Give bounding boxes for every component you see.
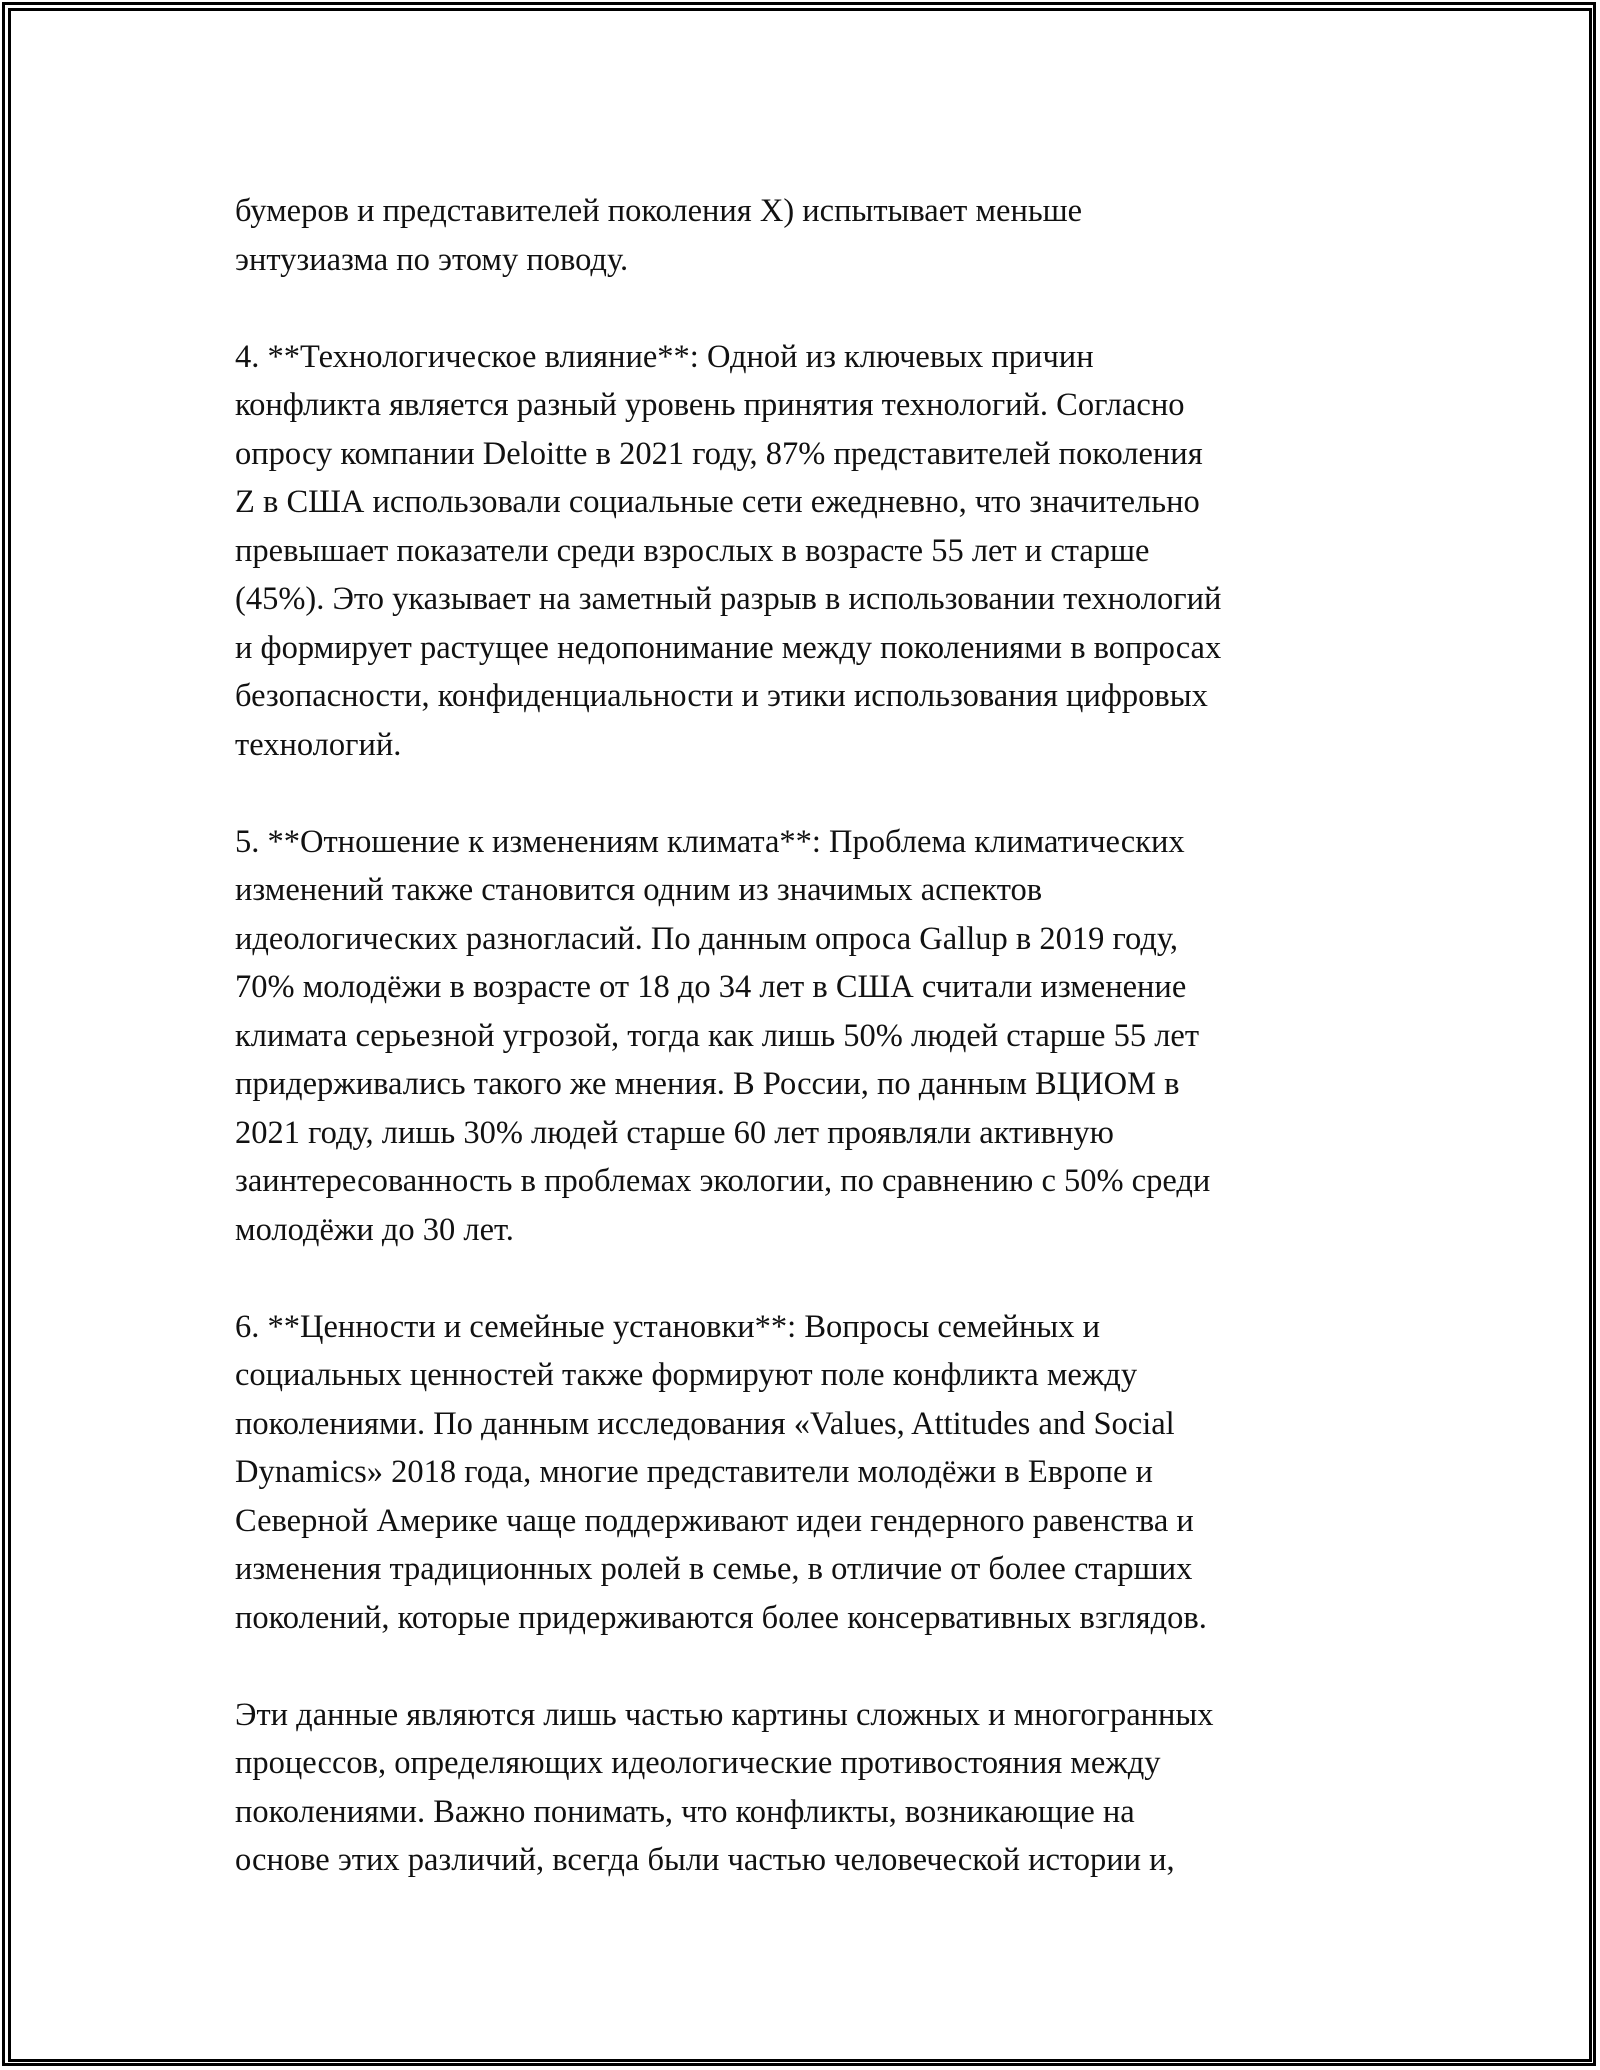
text-line: заинтересованность в проблемах экологии, по сравнению с 50% среди [235,1163,1211,1199]
text-line: технологий. [235,726,402,763]
text-line: Эти данные являются лишь частью картины сложных и многогранных [235,1696,1214,1733]
text-line: основе этих различий, всегда были частью человеческой истории и, [235,1842,1175,1878]
text-line: климата серьезной угрозой, тогда как лишь 50% людей старше 55 лет [235,1017,1200,1054]
text-line: поколениями. Важно понимать, что конфликты, возникающие на [235,1793,1135,1830]
text-line: 5. **Отношение к изменениям климата**: Проблема климатических [235,823,1185,860]
text-line: поколениями. По данным исследования «Values, Attitudes and Social [235,1405,1175,1442]
text-line: молодёжи до 30 лет. [235,1211,514,1248]
paragraph [235,1691,1375,1885]
text-line: придерживались такого же мнения. В России, по данным ВЦИОМ в [235,1066,1180,1102]
paragraph [235,1303,1375,1643]
text-line: поколений, которые придерживаются более консервативных взглядов. [235,1599,1207,1636]
text-line: опросу компании Deloitte в 2021 году, 87% представителей поколения [235,435,1203,472]
text-line: изменения традиционных ролей в семье, в отличие от более старших [235,1551,1193,1587]
text-line: изменений также становится одним из значимых аспектов [235,872,1043,908]
text-line: 4. **Технологическое влияние**: Одной из ключевых причин [235,338,1094,375]
text-line: (45%). Это указывает на заметный разрыв в использовании технологий [235,581,1222,617]
text-line: 2021 году, лишь 30% людей старше 60 лет проявляли активную [235,1114,1114,1151]
text-line: безопасности, конфиденциальности и этики использования цифровых [235,678,1208,714]
paragraph [235,333,1375,770]
text-line: процессов, определяющих идеологические противостояния между [235,1745,1161,1781]
text-line: превышает показатели среди взрослых в возрасте 55 лет и старше [235,532,1150,569]
text-line: 70% молодёжи в возрасте от 18 до 34 лет в США считали изменение [235,969,1187,1005]
paragraph [235,187,1375,284]
text-line: конфликта является разный уровень принятия технологий. Согласно [235,387,1185,423]
paragraph [235,818,1375,1255]
text-line: 6. **Ценности и семейные установки**: Вопросы семейных и [235,1308,1100,1345]
text-line: социальных ценностей также формируют поле конфликта между [235,1357,1138,1393]
document-body [235,187,1375,1885]
text-line: Северной Америке чаще поддерживают идеи гендерного равенства и [235,1502,1194,1539]
text-line: Dynamics» 2018 года, многие представители молодёжи в Европе и [235,1454,1153,1490]
text-line: Z в США использовали социальные сети ежедневно, что значительно [235,484,1200,520]
text-line: идеологических разногласий. По данным опроса Gallup в 2019 году, [235,920,1178,957]
text-line: и формирует растущее недопонимание между поколениями в вопросах [235,629,1222,666]
text-line: бумеров и представителей поколения X) испытывает меньше [235,193,1083,229]
text-line: энтузиазма по этому поводу. [235,241,629,278]
